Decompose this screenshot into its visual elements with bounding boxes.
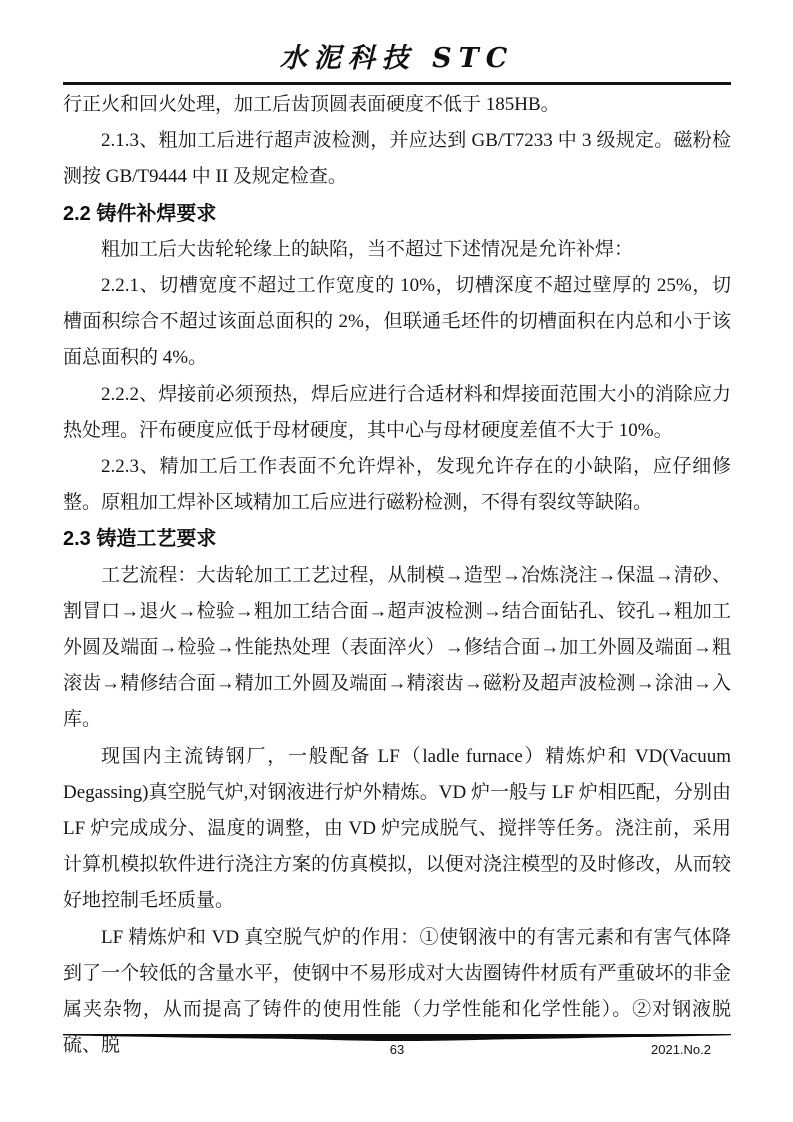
paragraph-2-1-3: 2.1.3、粗加工后进行超声波检测，并应达到 GB/T7233 中 3 级规定。磁粉检测按 GB/T9444 中 II 及规定检查。 [63,130,731,188]
page-footer [63,1032,731,1060]
paragraph-2-2-2: 2.2.2、焊接前必须预热，焊后应进行合适材料和焊接面范围大小的消除应力热处理。汗布硬度应低于母材硬度，其中心与母材硬度差值不大于 10%。 [63,383,731,441]
page-number: 63 [389,1042,405,1057]
paragraph-continuation: 行正火和回火处理，加工后齿顶圆表面硬度不低于 185HB。 [63,94,560,115]
section-heading-2-2: 2.2 铸件补焊要求 [63,202,217,225]
issue-number: 2021.No.2 [651,1042,711,1057]
journal-title: 水泥科技 STC [279,43,515,74]
paragraph-lf-vd-function: LF 精炼炉和 VD 真空脱气炉的作用：①使钢液中的有害元素和有害气体降到了一个较低的含量水平，使钢中不易形成对大齿圈铸件材质有严重破坏的非金属夹杂物，从而提高了铸件的使用性能（力学性能和化学性能）。②对钢液脱硫、脱 [63,926,731,1057]
paragraph-2-2-3: 2.2.3、精加工后工作表面不允许焊补，发现允许存在的小缺陷，应仔细修整。原粗加工焊补区域精加工后应进行磁粉检测，不得有裂纹等缺陷。 [63,456,731,514]
header-rule [63,82,731,85]
footer-rule [63,1032,731,1042]
paragraph-process-flow: 工艺流程：大齿轮加工工艺过程，从制模→造型→冶炼浇注→保温→清砂、割冒口→退火→检验→粗加工结合面→超声波检测→结合面钻孔、铰孔→粗加工外圆及端面→检验→性能热处理（表面淬火）→修结合面→加工外圆及端面→粗滚齿→精修结合面→精加工外圆及端面→精滚齿→磁粉及超声波检测→涂油→入库。 [63,564,731,731]
section-heading-2-3: 2.3 铸造工艺要求 [63,528,217,551]
document-body [63,87,731,1064]
paragraph-lf-vd-furnace: 现国内主流铸钢厂，一般配备 LF（ladle furnace）精炼炉和 VD(Vacuum Degassing)真空脱气炉,对钢液进行炉外精炼。VD 炉一般与 LF 炉相匹配，分别由 LF 炉完成成分、温度的调整，由 VD 炉完成脱气、搅拌等任务。浇注前，采用计算机模拟软件进行浇注方案的仿真模拟，以便对浇注模型的及时修改，从而较好地控制毛坯质量。 [63,745,731,912]
page-header [63,42,731,85]
paragraph-2-2-1: 2.2.1、切槽宽度不超过工作宽度的 10%，切槽深度不超过壁厚的 25%，切槽面积综合不超过该面总面积的 2%，但联通毛坯件的切槽面积在内总和小于该面总面积的 4%。 [63,275,731,369]
paragraph-2-2-intro: 粗加工后大齿轮轮缘上的缺陷，当不超过下述情况是允许补焊： [101,238,634,260]
footer-row [63,1042,731,1060]
